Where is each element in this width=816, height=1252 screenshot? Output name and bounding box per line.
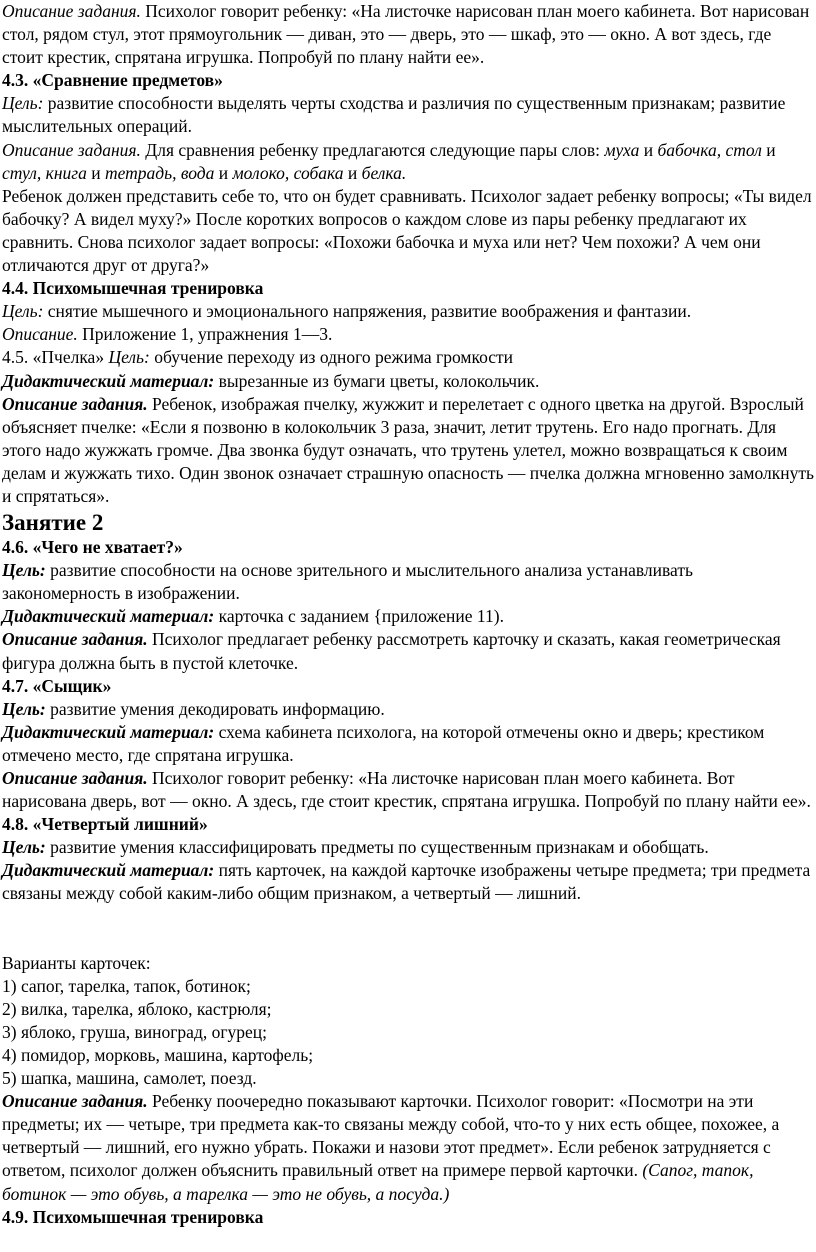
- goal-label: Цель:: [2, 93, 44, 114]
- section-heading-4-4: 4.4. Психомышечная тренировка: [2, 278, 264, 299]
- desc-text: Ребенок, изображая пчелку, жужжит и перелетает с одного цветка на другой. Взрослый объясняет пчелке: «Если я позвоню в колокольчик 3 раза, значит, летит трутень. Его надо прогнать. Для этого надо жужжать громче. Два звонка будут означать, что трутень улетел, можно возвращаться к своим делам и жужжать тихо. Один звонок означает страшную опасность — пчелка должна мгновенно замолкнуть и спрятаться».: [2, 393, 814, 506]
- goal-4-6: [2, 559, 814, 605]
- goal-label: Цель:: [2, 301, 44, 322]
- word-pair: молоко,: [232, 162, 290, 183]
- desc-label: Описание задания.: [2, 139, 141, 160]
- word-pair: муха: [604, 139, 640, 160]
- section-heading-4-6: 4.6. «Чего не хватает?»: [2, 537, 183, 558]
- list-item: 2) вилка, тарелка, яблоко, кастрюля;: [2, 998, 272, 1019]
- material-4-5: [2, 370, 814, 393]
- desc-label: Описание.: [2, 324, 78, 345]
- desc-text: Приложение 1, упражнения 1—3.: [77, 324, 333, 345]
- section-heading-4-7: 4.7. «Сыщик»: [2, 675, 112, 696]
- goal-4-8: [2, 836, 814, 859]
- desc-4-5: [2, 393, 814, 508]
- spacer: [2, 906, 814, 952]
- body-4-3: Ребенок должен представить себе то, что он будет сравнивать. Психолог задает ребенку вопросы; «Ты видел бабочку? А видел муху?» После коротких вопросов о каждом слове из пары ребенку предлагают их сравнить. Снова психолог задает вопросы: «Похожи бабочка и муха или нет? Чем похожи? А чем они отличаются друг от друга?»: [2, 185, 812, 276]
- desc-label: Описание задания.: [2, 1091, 148, 1112]
- word-pair: бабочка,: [657, 139, 722, 160]
- desc-4-4: [2, 323, 814, 346]
- goal-text: развитие умения декодировать информацию.: [45, 698, 385, 719]
- section-heading-4-9: 4.9. Психомышечная тренировка: [2, 1206, 264, 1227]
- desc-4-8: [2, 1090, 814, 1205]
- material-text: карточка с заданием {приложение 11).: [214, 606, 504, 627]
- word-pair: вода: [180, 162, 215, 183]
- goal-label: Цель:: [2, 560, 46, 581]
- list-item: 4) помидор, морковь, машина, картофель;: [2, 1044, 314, 1065]
- material-4-7: [2, 721, 814, 767]
- desc-text: Ребенку поочередно показывают карточки. Психолог говорит: «Посмотри на эти предметы; их — четыре, три предмета как-то связаны между собой, что-то у них есть общее, похожее, а четвертый — лишний, его нужно убрать. Покажи и назови этот предмет». Если ребенок затрудняется с ответом, психолог должен объяснить правильный ответ на примере первой карточки.: [2, 1091, 780, 1181]
- desc-4-7: [2, 767, 814, 813]
- material-label: Дидактический материал:: [2, 860, 215, 881]
- material-label: Дидактический материал:: [2, 370, 215, 391]
- material-4-8: [2, 859, 814, 905]
- word-pair: стол: [725, 139, 762, 160]
- section-heading-4-3: 4.3. «Сравнение предметов»: [2, 70, 223, 91]
- paragraph-plan-description: [2, 0, 814, 69]
- variants-list: [2, 952, 814, 1091]
- goal-text: развитие способности на основе зрительного и мыслительного анализа устанавливать закономерность в изображении.: [2, 560, 693, 604]
- material-text: пять карточек, на каждой карточке изображены четыре предмета; три предмета связаны между собой каким-либо общим признаком, а четвертый — лишний.: [2, 860, 811, 904]
- desc-label: Описание задания.: [2, 393, 148, 414]
- desc-text: Психолог предлагает ребенку рассмотреть карточку и сказать, какая геометрическая фигура должна быть в пустой клеточке.: [2, 629, 781, 673]
- goal-label: Цель:: [108, 347, 150, 368]
- desc-4-6: [2, 628, 814, 674]
- goal-label: Цель:: [2, 698, 46, 719]
- goal-text: обучение переходу из одного режима громкости: [149, 347, 514, 368]
- goal-4-7: [2, 698, 814, 721]
- material-label: Дидактический материал:: [2, 606, 215, 627]
- material-text: схема кабинета психолога, на которой отмечены окно и дверь; крестиком отмечено место, где спрятана игрушка.: [2, 721, 765, 765]
- word-pair: книга: [45, 162, 87, 183]
- goal-label: Цель:: [2, 837, 46, 858]
- desc-text: Психолог говорит ребенку: «На листочке нарисован план моего кабинета. Вот нарисован стол, рядом стул, этот прямоугольник — диван, это — дверь, это — шкаф, это — окно. А вот здесь, где стоит крестик, спрятана игрушка. Попробуй по плану найти ее».: [2, 1, 810, 68]
- goal-4-3: [2, 92, 814, 138]
- section-4-5-lead: [2, 346, 814, 369]
- material-4-6: [2, 605, 814, 628]
- desc-label: Описание задания.: [2, 768, 148, 788]
- list-item: 3) яблоко, груша, виноград, огурец;: [2, 1021, 268, 1042]
- material-text: вырезанные из бумаги цветы, колокольчик.: [214, 370, 540, 391]
- desc-italic-note: (Сапог, тапок, ботинок — это обувь, а тарелка — это не обувь, а посуда.): [2, 1160, 754, 1204]
- section-heading-4-5: 4.5. «Пчелка»: [2, 347, 109, 368]
- material-label: Дидактический материал:: [2, 721, 215, 742]
- goal-text: развитие умения классифицировать предметы по существенным признакам и обобщать.: [45, 837, 709, 858]
- desc-text: Для сравнения ребенку предлагаются следующие пары слов:: [140, 139, 605, 160]
- word-pair: собака: [293, 162, 344, 183]
- word-pair: тетрадь,: [104, 162, 177, 183]
- desc-text: Психолог говорит ребенку: «На листочке нарисован план моего кабинета. Вот нарисована дверь, вот — окно. А здесь, где стоит крестик, спрятана игрушка. Попробуй по плану найти ее».: [2, 768, 811, 812]
- desc-label: Описание задания.: [2, 629, 148, 650]
- word-pair: стул,: [2, 162, 42, 183]
- variants-title: Варианты карточек:: [2, 952, 151, 973]
- list-item: 1) сапог, тарелка, тапок, ботинок;: [2, 975, 251, 996]
- lesson-heading: Занятие 2: [2, 510, 104, 536]
- goal-text: развитие способности выделять черты сходства и различия по существенным признакам; развитие мыслительных операций.: [2, 93, 786, 137]
- list-item: 5) шапка, машина, самолет, поезд.: [2, 1068, 257, 1089]
- section-heading-4-8: 4.8. «Четвертый лишний»: [2, 814, 208, 835]
- goal-4-4: [2, 300, 814, 323]
- desc-4-3: Описание задания. Для сравнения ребенку предлагаются следующие пары слов: муха и бабочка, стол и стул, книга и тетрадь, вода и молоко, собака и белка.: [2, 139, 776, 183]
- desc-label: Описание задания.: [2, 1, 141, 21]
- goal-text: снятие мышечного и эмоционального напряжения, развитие воображения и фантазии.: [43, 301, 692, 322]
- word-pair: белка.: [361, 162, 407, 183]
